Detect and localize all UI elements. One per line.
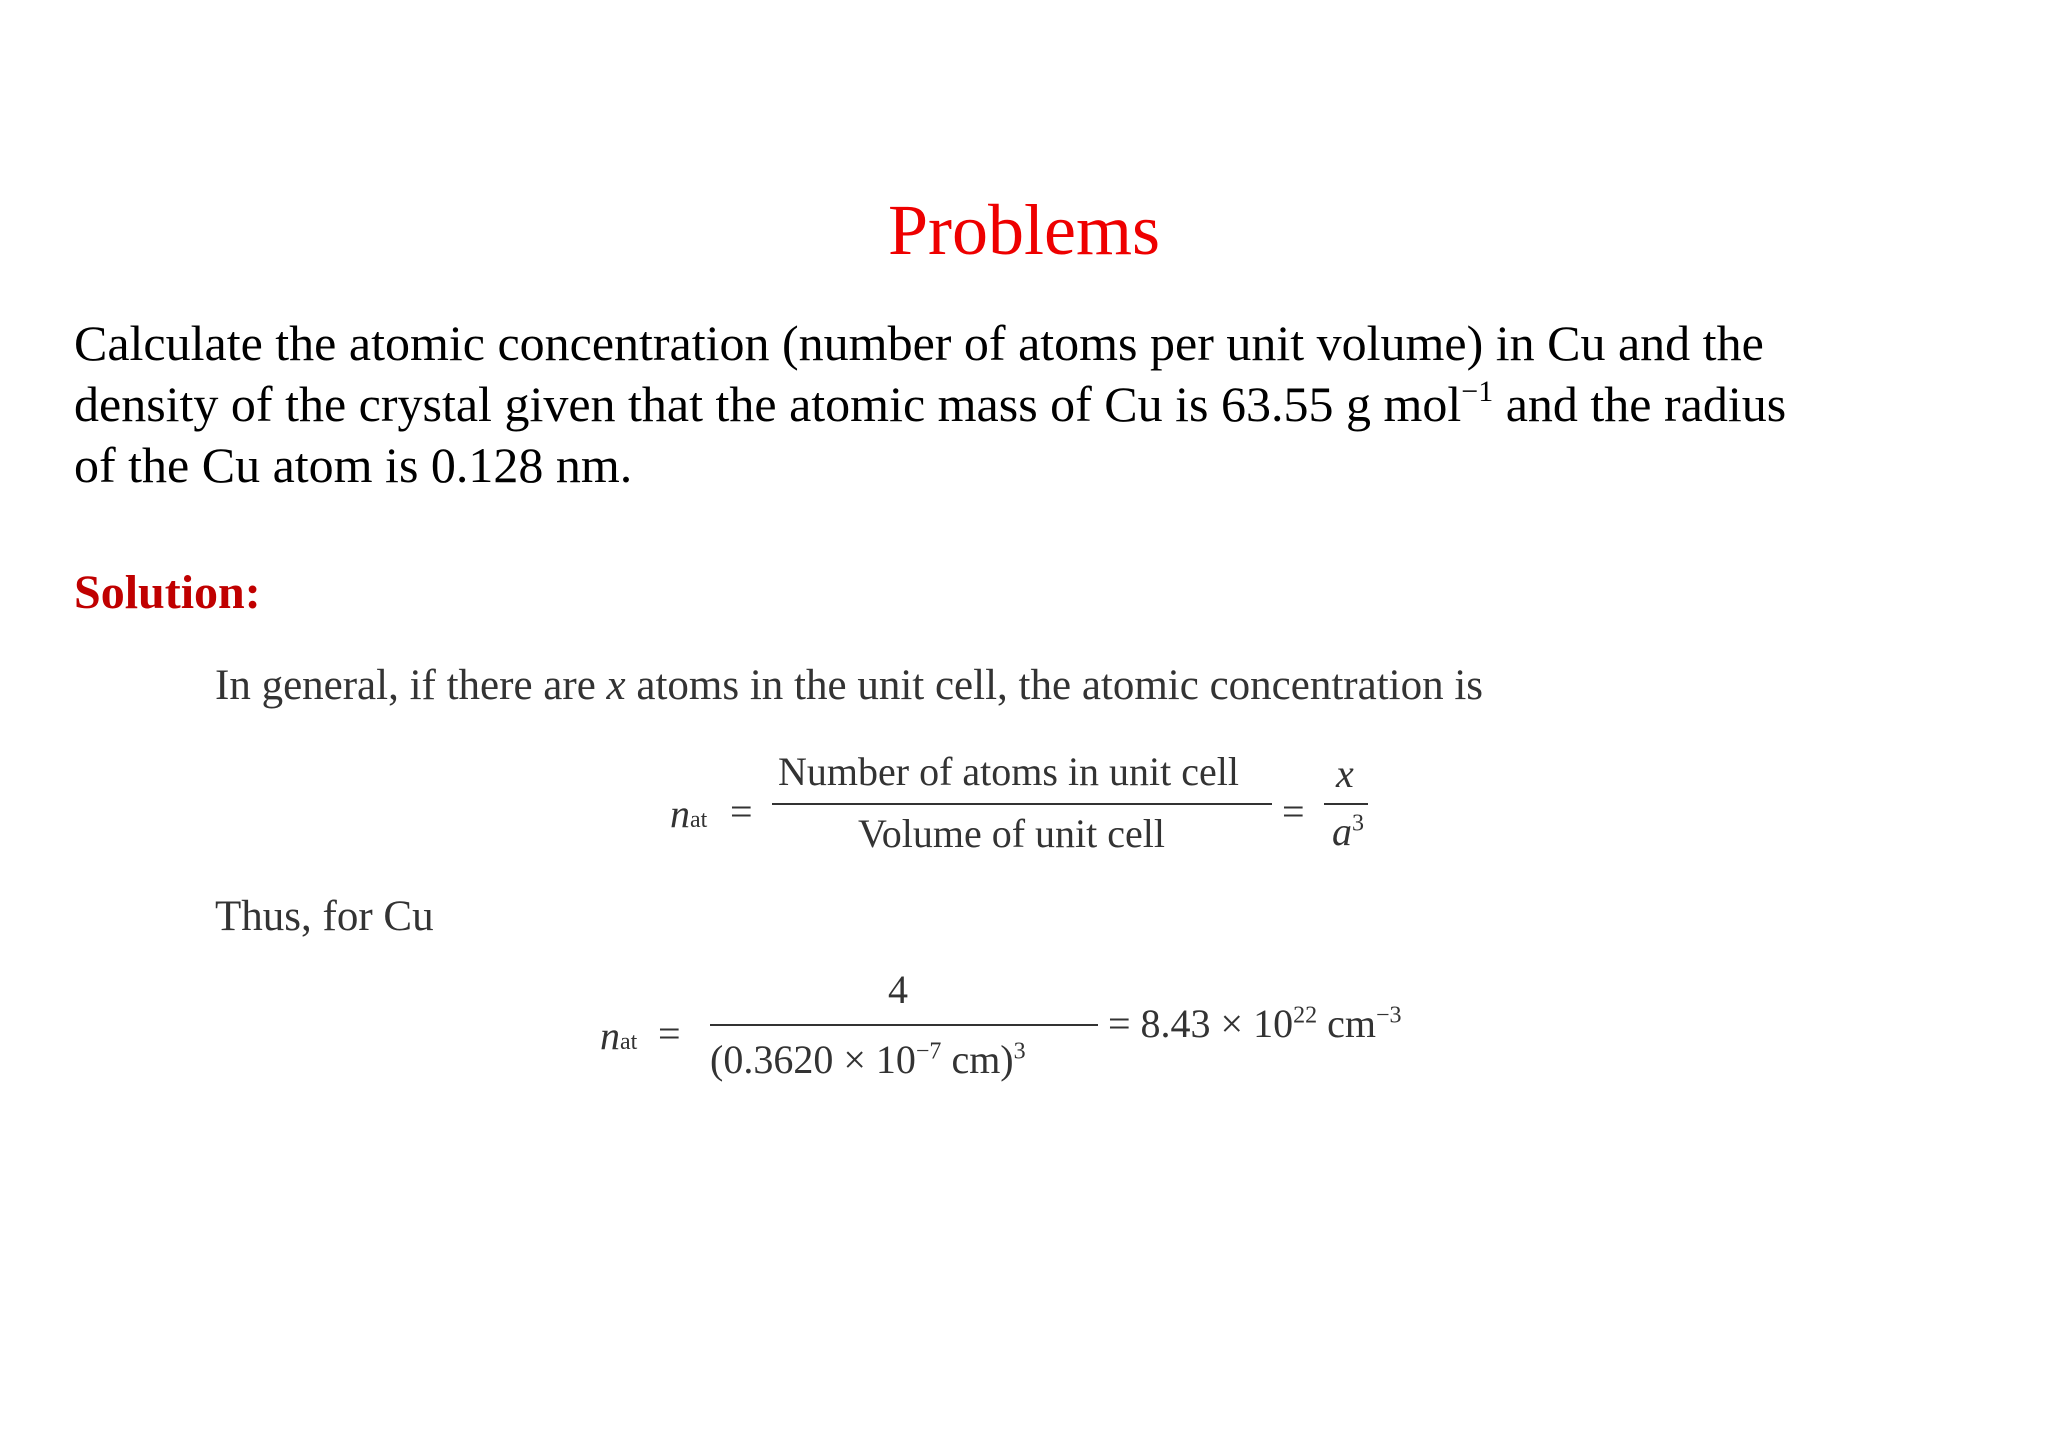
- problem-line-2: [74, 374, 1974, 435]
- eq2-numerator: 4: [888, 967, 908, 1012]
- equation-general: [660, 748, 1420, 868]
- problem-statement: [74, 313, 1974, 496]
- equation-cu: [596, 960, 1496, 1100]
- eq1-lhs: nat: [670, 791, 708, 836]
- eq1-var-a: $a^3$: [1332, 809, 1364, 854]
- eq2-lhs: nat: [600, 1013, 638, 1058]
- slide-title: Problems: [887, 190, 1160, 270]
- eq1-var-x: x: [1336, 751, 1354, 796]
- problem-exponent: −1: [1461, 375, 1494, 408]
- eq1-fraction-bar: [772, 803, 1272, 805]
- eq1-denominator: Volume of unit cell: [858, 811, 1165, 856]
- eq2-fraction-bar: [710, 1024, 1098, 1026]
- eq1-numerator: Number of atoms in unit cell: [778, 749, 1240, 794]
- solution-label: Solution:: [74, 566, 261, 619]
- problem-line-3: of the Cu atom is 0.128 nm.: [74, 437, 633, 493]
- eq1-fraction-bar-2: [1324, 803, 1368, 805]
- thus-statement: Thus, for Cu: [215, 893, 434, 940]
- problem-line-2-text: density of the crystal given that the atomic mass of Cu is 63.55 g mol: [74, 376, 1462, 432]
- eq2-denominator: ($0.3620 \times 10^{-7}$ cm)$^3$: [710, 1037, 1026, 1082]
- variable-x: x: [606, 662, 626, 709]
- problem-line-1: Calculate the atomic concentration (number of atoms per unit volume) in Cu and the: [74, 315, 1764, 371]
- general-statement: In general, if there are x atoms in the unit cell, the atomic concentration is: [215, 662, 1484, 709]
- eq1-equals-2: =: [1282, 789, 1305, 834]
- problem-line-2-end: and the radius: [1493, 376, 1787, 432]
- eq1-equals: =: [730, 789, 753, 834]
- eq2-result: = $8.43 \times 10^{22}$ $cm^{-3}$: [1108, 1001, 1402, 1046]
- eq2-equals: =: [658, 1011, 681, 1056]
